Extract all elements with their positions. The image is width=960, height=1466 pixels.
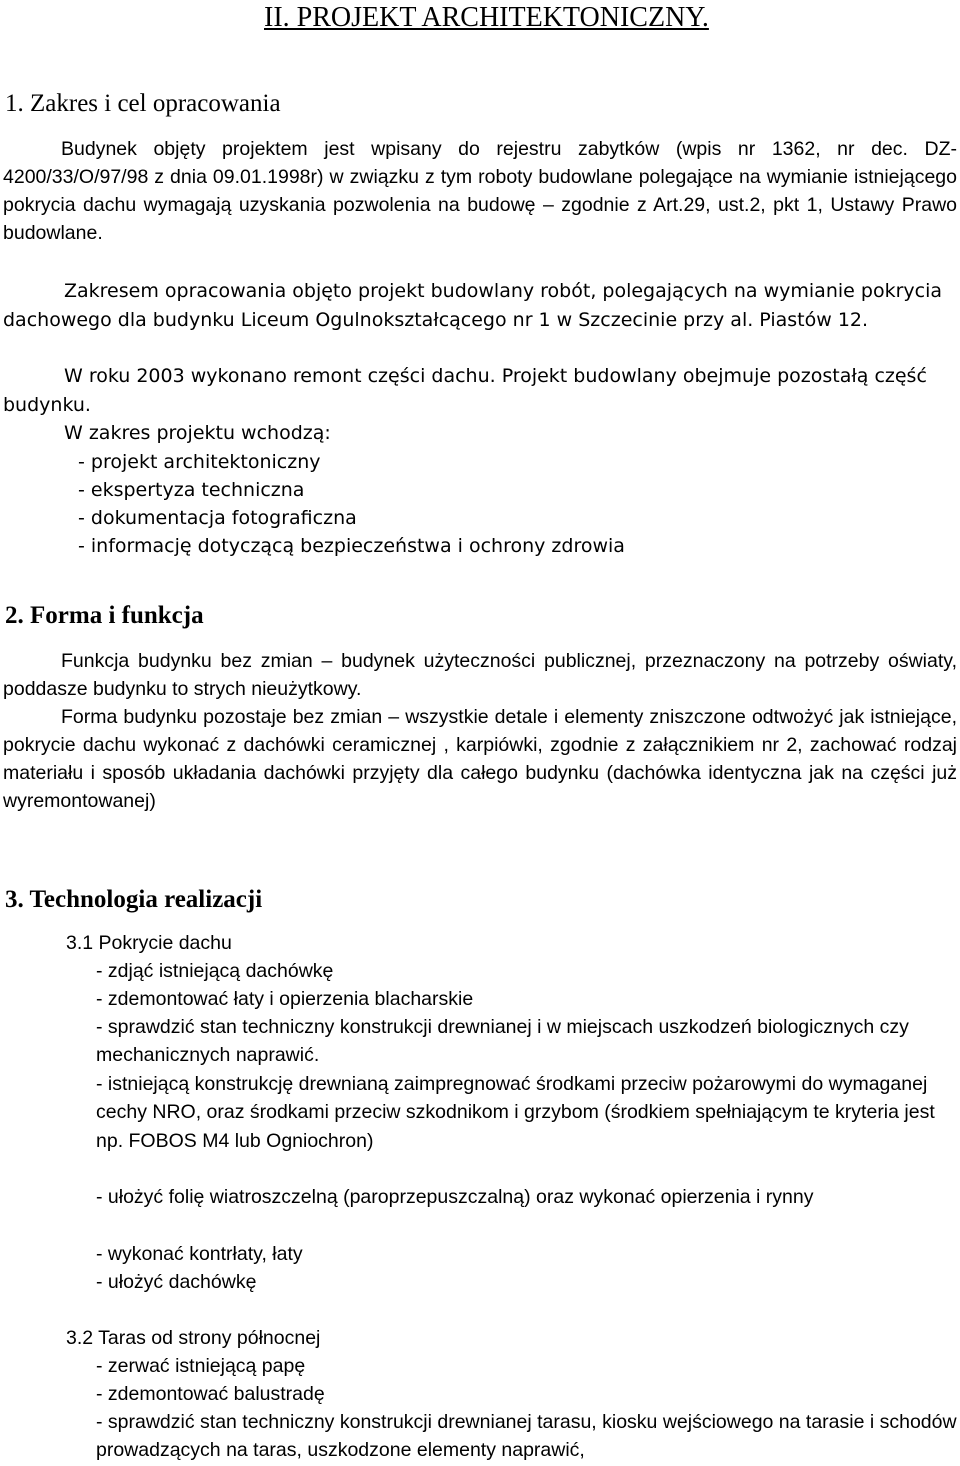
paragraph-function: Funkcja budynku bez zmian – budynek użyteczności publicznej, przeznaczony na potrzeby oświaty, poddasze budynku to strych nieużytkowy. [3,650,957,700]
list-item: - ekspertyza techniczna [78,479,305,501]
paragraph-scope: Zakresem opracowania objęto projekt budowlany robót, polegających na wymianie pokrycia dachowego dla budynku Liceum Ogulnokształcącego nr 1 w Szczecinie przy al. Piastów 12. [3,280,942,331]
section-heading-scope: 1. Zakres i cel opracowania [5,90,281,117]
list-item: - zdemontować balustradę [96,1383,325,1405]
list-item: - ułożyć dachówkę [96,1271,257,1293]
list-item: - zdemontować łaty i opierzenia blacharskie [96,988,474,1010]
paragraph-previous-repair: W roku 2003 wykonano remont części dachu. Projekt budowlany obejmuje pozostałą część budynku. [3,365,927,416]
list-item: - ułożyć folię wiatroszczelną (paroprzepuszczalną) oraz wykonać opierzenia i rynny [96,1186,814,1208]
scope-intro: W zakres projektu wchodzą: [64,422,331,444]
document-title: II. PROJEKT ARCHITEKTONICZNY. [264,2,709,33]
section-heading-form-function: 2. Forma i funkcja [5,602,204,629]
list-item: - zdjąć istniejącą dachówkę [96,960,334,982]
subsection-heading-roof: 3.1 Pokrycie dachu [66,932,232,954]
list-item: - zerwać istniejącą papę [96,1355,306,1377]
subsection-heading-terrace: 3.2 Taras od strony północnej [66,1327,321,1349]
paragraph-heritage-register: Budynek objęty projektem jest wpisany do rejestru zabytków (wpis nr 1362, nr dec. DZ-4200/33/O/97/98 z dnia 09.01.1998r) w związku z tym roboty budowlane polegające na wymianie istniejącego pokrycia dachu wymagają uzyskania pozwolenia na budowę – zgodnie z Art.29, ust.2, pkt 1, Ustawy Prawo budowlane. [3,138,957,244]
list-item: - dokumentacja fotograficzna [78,507,357,529]
list-item: - istniejącą konstrukcję drewnianą zaimpregnować środkami przeciw pożarowymi do wymaganej cechy NRO, oraz środkami przeciw szkodnikom i grzybom (środkiem spełniającym te kryteria jest np. FOBOS M4 lub Ogniochron) [96,1073,935,1152]
section-heading-technology: 3. Technologia realizacji [5,886,263,913]
list-item: - sprawdzić stan techniczny konstrukcji drewnianej i w miejscach uszkodzeń biologicznych czy mechanicznych naprawić. [96,1016,909,1067]
list-item: - wykonać kontrłaty, łaty [96,1243,303,1265]
paragraph-form: Forma budynku pozostaje bez zmian – wszystkie detale i elementy zniszczone odtwożyć jak istniejące, pokrycie dachu wykonać z dachówki ceramicznej , karpiówki, zgodnie z załącznikiem nr 2, zachować rodzaj materiału i sposób układania dachówki przyjęty dla całego budynku (dachówka identyczna jak na części już wyremontowanej) [3,706,957,812]
list-item: - informację dotyczącą bezpieczeństwa i ochrony zdrowia [78,535,625,557]
list-item: - sprawdzić stan techniczny konstrukcji drewnianej tarasu, kiosku wejściowego na tarasie i schodów prowadzących na taras, uszkodzone elementy naprawić, [96,1411,957,1462]
list-item: - projekt architektoniczny [78,451,321,473]
